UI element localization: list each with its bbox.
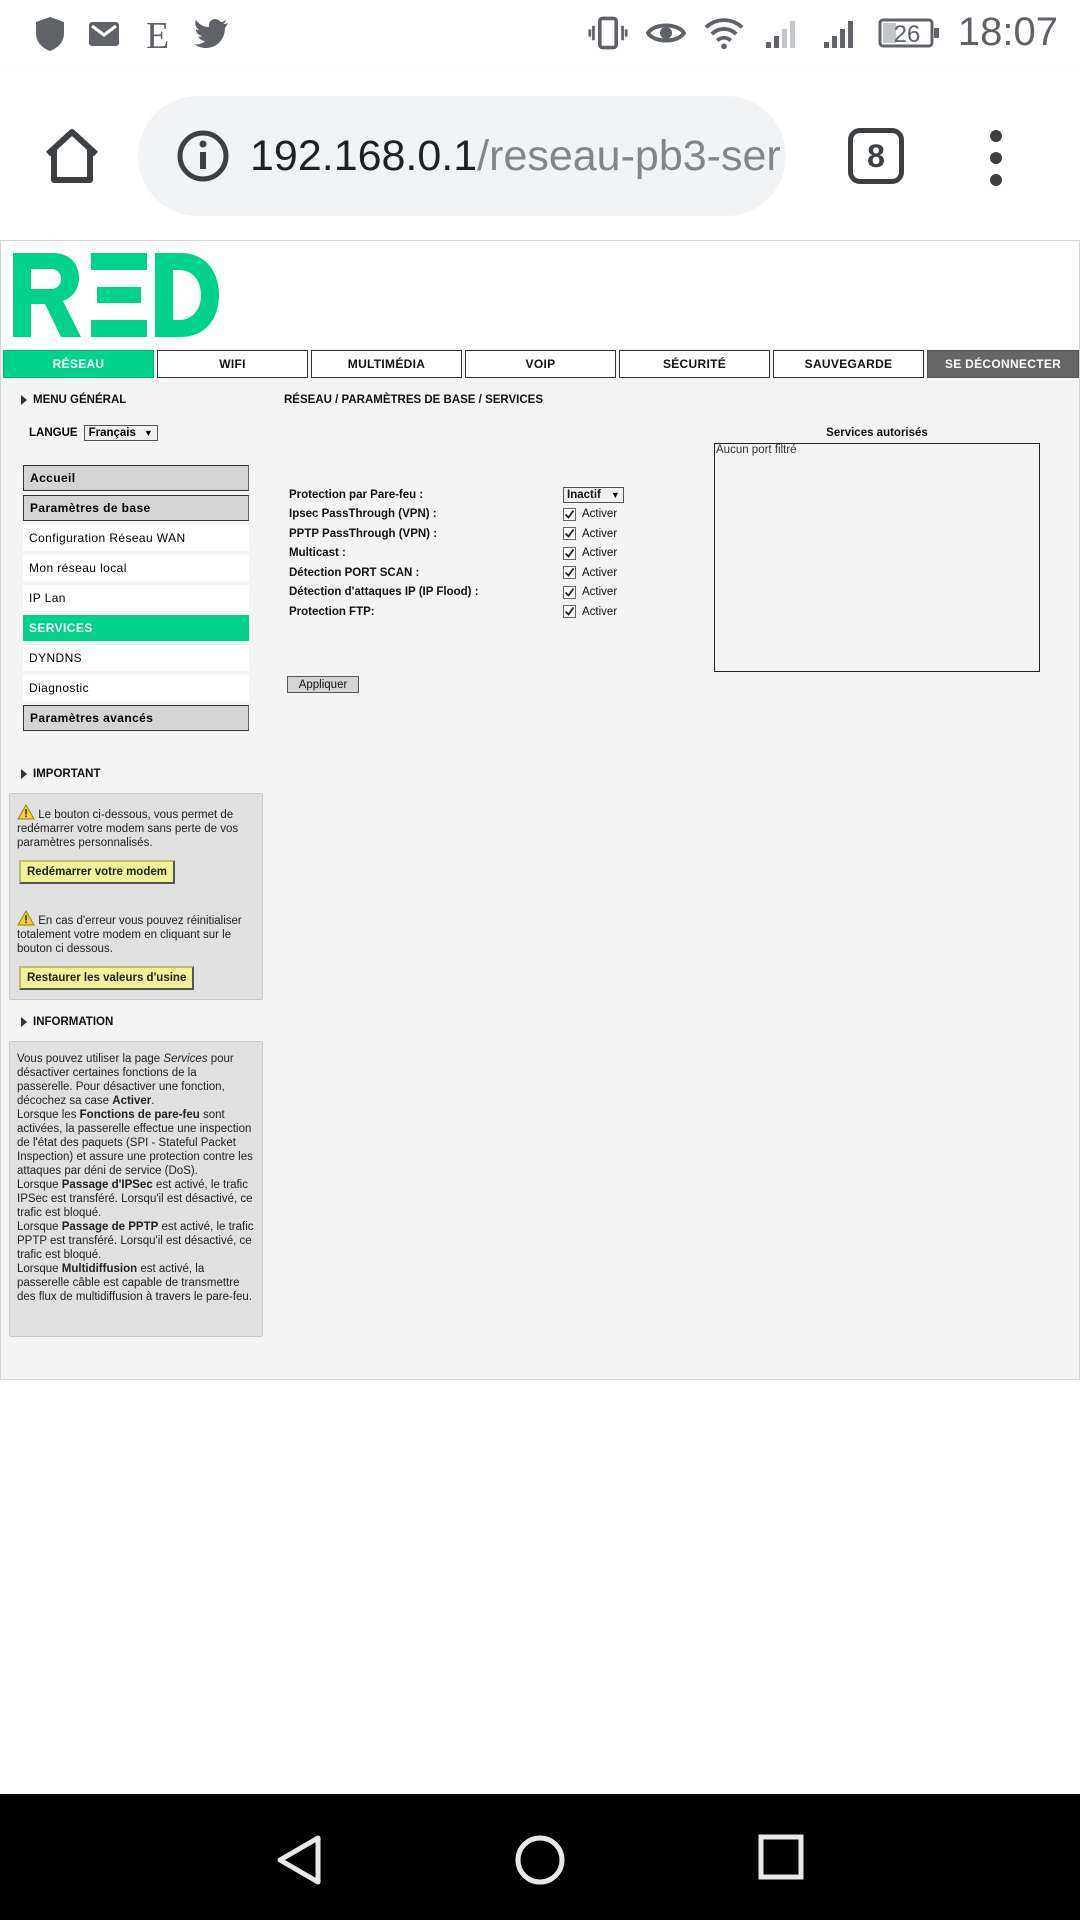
info-text: est activé, la passerelle câble est capable de transmettre des flux de multidiffusion à travers le pare-feu. [17,1263,253,1303]
system-icons [588,10,1058,55]
red-logo[interactable] [11,251,221,339]
sidebar-item-dyndns[interactable]: DYNDNS [23,645,249,671]
warning-icon [17,910,35,926]
breadcrumb: RÉSEAU / PARAMÈTRES DE BASE / SERVICES [284,394,544,406]
info-text-emphasis: Services [163,1053,208,1065]
port-scan-value-cell [563,566,617,579]
sidebar-item-reseau-local[interactable]: Mon réseau local [23,555,249,581]
info-text: . [151,1095,155,1107]
language-value: Français [88,427,136,439]
tab-switcher-button[interactable] [848,128,904,184]
sidebar-menu [23,465,249,735]
important-text-2-block [17,910,255,956]
multicast-label: Multicast : [289,547,346,560]
sidebar-item-parametres-de-base[interactable]: Paramètres de base [23,495,249,521]
information-panel [9,1041,263,1337]
ipsec-activer: Activer [582,508,618,521]
sidebar-item-ip-lan[interactable]: IP Lan [23,585,249,611]
system-navigation-bar [0,1794,1080,1920]
engadget-icon [138,14,178,54]
firewall-value-cell [563,487,624,503]
pptp-row [289,524,689,544]
ipsec-checkbox[interactable] [563,508,576,521]
sidebar-item-parametres-avances[interactable]: Paramètres avancés [23,705,249,731]
ftp-row [289,602,689,622]
tab-wifi[interactable]: WIFI [157,350,308,378]
firewall-value: Inactif [567,488,601,501]
info-text-strong: Passage de PPTP [61,1221,159,1233]
clock: 18:07 [957,10,1058,54]
url-path: /reseau-pb3-ser [477,131,781,180]
ftp-label: Protection FTP: [289,605,375,618]
port-scan-row [289,563,689,583]
services-title: Services autorisés [826,427,928,439]
services-empty-text: Aucun port filtré [716,444,797,456]
firewall-label: Protection par Pare-feu : [289,488,424,501]
checkmark-icon [564,509,575,520]
svg-text:26: 26 [893,20,921,48]
information-heading-label: INFORMATION [33,1016,114,1028]
firewall-select[interactable] [563,487,624,503]
restart-modem-button[interactable]: Redémarrer votre modem [19,860,175,884]
url-text[interactable] [250,132,781,181]
pptp-value-cell [563,527,617,540]
main-nav [3,350,1077,378]
notification-icons [30,14,232,54]
info-paragraph-3 [17,1178,255,1220]
info-text: sont activées, la passerelle effectue une inspection de l'état des paquets (SPI - Stateful Packet Inspection) et assure une protection contre les attaques par déni de service (DoS). [17,1109,253,1177]
dropdown-arrow-icon: ▼ [610,489,620,500]
eye-icon [646,13,686,53]
multicast-checkbox[interactable] [563,547,576,560]
recent-apps-icon[interactable] [758,1834,804,1880]
browser-toolbar [0,72,1080,240]
tab-sauvegarde[interactable]: SAUVEGARDE [773,350,924,378]
multicast-row [289,544,689,564]
ftp-activer: Activer [582,605,618,618]
menu-heading [21,394,126,406]
info-text: Lorsque [17,1179,62,1191]
language-row [29,425,158,441]
info-icon[interactable] [176,129,230,183]
pptp-label: PPTP PassThrough (VPN) : [289,527,438,540]
vibrate-icon [588,13,628,53]
signal-icon [762,13,802,53]
info-text: Lorsque [17,1263,62,1275]
tab-multimedia[interactable]: MULTIMÉDIA [311,350,462,378]
pptp-activer: Activer [582,527,618,540]
signal-icon-2 [820,13,860,53]
services-list[interactable] [714,443,1040,672]
tab-securite[interactable]: SÉCURITÉ [619,350,770,378]
battery-icon [878,13,940,53]
dropdown-arrow-icon: ▼ [143,428,153,438]
url-bar[interactable] [138,96,786,216]
ip-flood-row [289,583,689,603]
ftp-value-cell [563,605,617,618]
port-scan-label: Détection PORT SCAN : [289,566,420,579]
ipsec-label: Ipsec PassThrough (VPN) : [289,508,437,521]
info-paragraph-4 [17,1220,255,1262]
twitter-icon [192,14,232,54]
info-text: pour désactiver certaines fonctions de la passerelle. Pour désactiver une fonction, décochez sa case [17,1053,234,1107]
menu-heading-label: MENU GÉNÉRAL [33,394,127,406]
language-select[interactable] [84,425,158,441]
home-nav-icon[interactable] [514,1834,566,1886]
checkmark-icon [564,587,575,598]
info-text-strong: Fonctions de pare-feu [79,1109,200,1121]
info-paragraph-2 [17,1108,255,1178]
more-menu-icon[interactable] [984,128,1008,188]
shield-icon [30,14,70,54]
info-paragraph-5 [17,1262,255,1304]
pptp-checkbox[interactable] [563,527,576,540]
multicast-value-cell [563,547,617,560]
sidebar-item-services[interactable]: SERVICES [23,615,249,641]
ipsec-value-cell [563,508,617,521]
checkmark-icon [564,567,575,578]
triangle-right-icon [21,769,27,779]
triangle-right-icon [21,1017,27,1027]
tab-count: 8 [867,137,885,174]
apply-button[interactable]: Appliquer [287,676,359,693]
language-label: LANGUE [29,427,78,439]
port-scan-checkbox[interactable] [563,566,576,579]
info-text: Lorsque [17,1221,62,1233]
checkmark-icon [564,548,575,559]
ip-flood-value-cell [563,586,617,599]
services-form [289,485,689,622]
info-paragraph-1 [17,1052,255,1108]
header [1,241,1080,349]
ftp-checkbox[interactable] [563,605,576,618]
important-panel [9,793,263,1000]
ipsec-row [289,505,689,525]
checkmark-icon [564,606,575,617]
important-heading [21,768,101,780]
factory-reset-button[interactable]: Restaurer les valeurs d'usine [19,966,194,990]
firewall-row [289,485,689,505]
sidebar-item-configuration-wan[interactable]: Configuration Réseau WAN [23,525,249,551]
warning-icon [17,804,35,820]
info-text: Vous pouvez utiliser la page [17,1053,164,1065]
information-heading [21,1016,113,1028]
web-page [0,240,1080,1380]
url-host: 192.168.0.1 [250,131,478,180]
important-text-1-block [17,804,255,850]
info-text-strong: Activer [112,1095,152,1107]
tab-voip[interactable]: VOIP [465,350,616,378]
back-icon[interactable] [276,1834,322,1886]
info-text: Lorsque les [17,1109,80,1121]
multicast-activer: Activer [582,547,618,560]
status-bar [0,0,1080,72]
svg-text:E: E [146,16,170,52]
info-text-strong: Passage d'IPSec [61,1179,153,1191]
ip-flood-activer: Activer [582,586,618,599]
info-text-strong: Multidiffusion [61,1263,138,1275]
ip-flood-checkbox[interactable] [563,586,576,599]
logout-button[interactable]: SE DÉCONNECTER [927,350,1079,378]
important-heading-label: IMPORTANT [33,768,101,780]
ip-flood-label: Détection d'attaques IP (IP Flood) : [289,586,479,599]
triangle-right-icon [21,395,27,405]
home-icon[interactable] [40,124,104,188]
wifi-icon [704,13,744,53]
checkmark-icon [564,528,575,539]
gmail-icon [84,14,124,54]
info-text: est activé, le trafic IPSec est transféré. Lorsqu'il est désactivé, ce trafic est bloqué. [17,1179,253,1219]
tab-reseau[interactable]: RÉSEAU [3,350,154,378]
important-text-1: Le bouton ci-dessous, vous permet de redémarrer votre modem sans perte de vos paramètres personnalisés. [17,809,239,849]
info-text: est activé, le trafic PPTP est transféré. Lorsqu'il est désactivé, ce trafic est bloqué. [17,1221,254,1261]
port-scan-activer: Activer [582,566,618,579]
sidebar-item-accueil[interactable]: Accueil [23,465,249,491]
sidebar-item-diagnostic[interactable]: Diagnostic [23,675,249,701]
important-text-2: En cas d'erreur vous pouvez réinitialiser totalement votre modem en cliquant sur le bouton ci dessous. [17,915,242,955]
